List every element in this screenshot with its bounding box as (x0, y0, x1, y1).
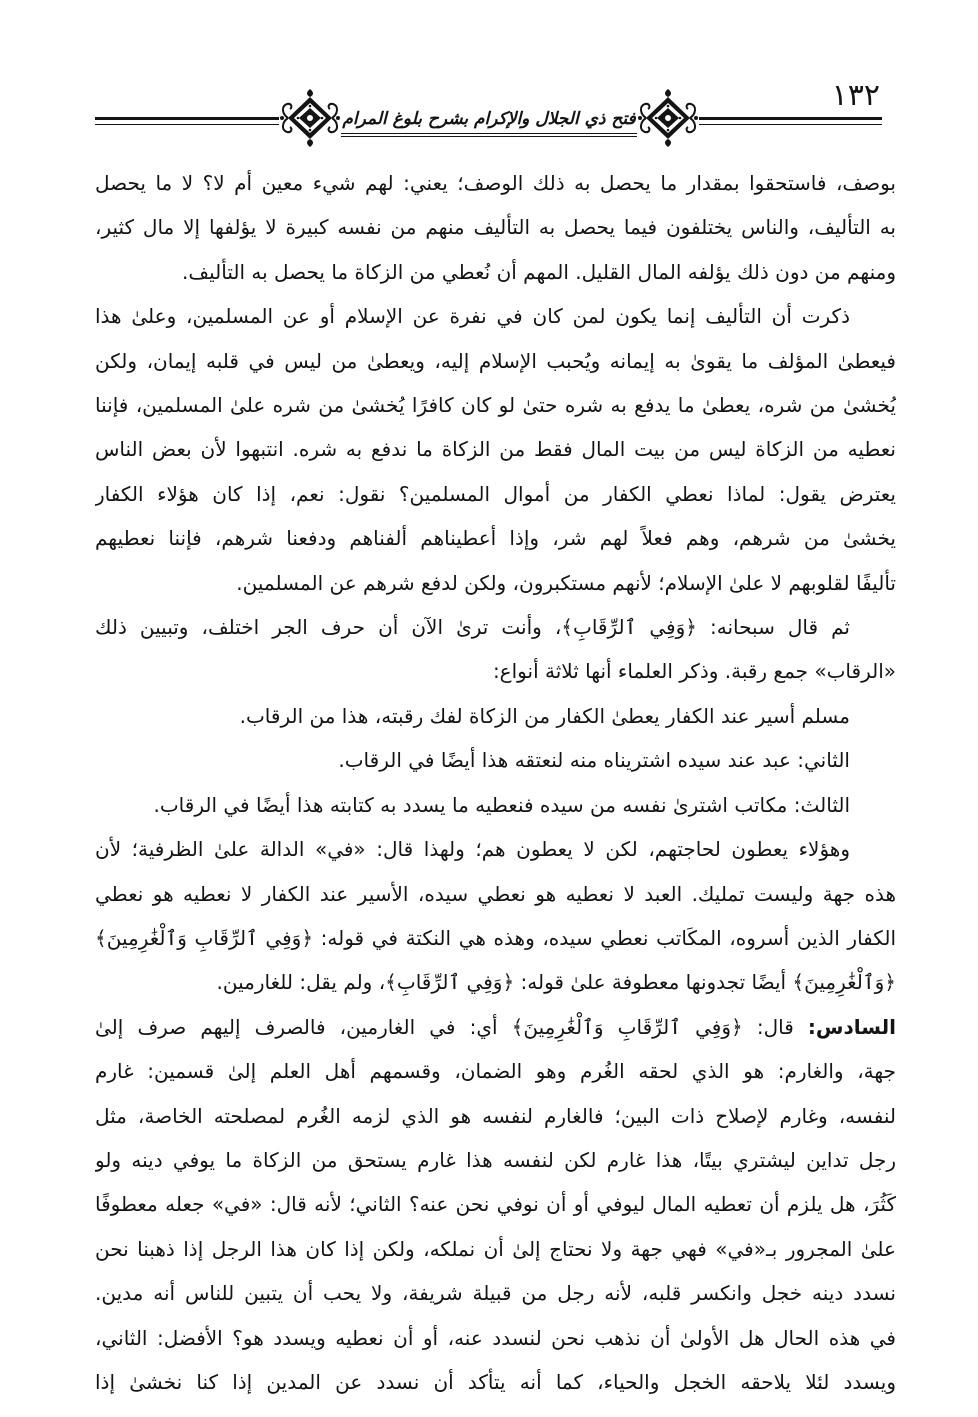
paragraph-first-line: ثم قال سبحانه: ﴿وَفِي ٱلرِّقَابِ﴾، وأنت ترىٰ الآن أن حرف الجر اختلف، وتبيين ذلك (95, 615, 850, 640)
page-number: ١٣٢ (831, 78, 880, 113)
body-text (95, 161, 896, 1411)
text-line: به التأليف، والناس يختلفون فيما يحصل به التأليف منهم من نفسه كبيرة لا يؤلفها إلا مال كثير، (95, 215, 896, 240)
text-line: نعطيه من الزكاة ليس من بيت المال فقط من الزكاة ما ندفع به شره. انتبهوا لأن بعض الناس (95, 437, 896, 462)
section-heading-sixth: السادس: (807, 1014, 896, 1039)
paragraph-first-line: وهؤلاء يعطون لحاجتهم، لكن لا يعطون هم؛ ولهذا قال: «في» الدالة علىٰ الظرفية؛ لأن (95, 837, 850, 862)
list-item-third: الثالث: مكاتب اشترىٰ نفسه من سيده فنعطيه ما يسدد به كتابته هذا أيضًا في الرقاب. (153, 792, 850, 817)
ornament-right-icon (637, 88, 699, 148)
text-line: كَثُرَ، هل يلزم أن تعطيه المال ليوفي أو أن نوفي نحن عنه؟ الثاني؛ لأنه قال: «في» جعله معطوفًا (95, 1192, 896, 1217)
text-line-content: قال: ﴿وَفِي ٱلرِّقَابِ وَٱلْغَٰرِمِينَ﴾ أي: في الغارمين، فالصرف إليهم صرف إلىٰ (95, 1014, 794, 1039)
list-item-first: مسلم أسير عند الكفار يعطىٰ الكفار من الزكاة لفك رقبته، هذا من الرقاب. (239, 703, 850, 728)
text-line: تأليفًا لقلوبهم لا علىٰ الإسلام؛ لأنهم مستكبرون، ولكن لدفع شرهم عن المسلمين. (236, 570, 896, 595)
text-line: علىٰ المجرور بـ«في» فهي جهة ولا نحتاج إلىٰ أن نملكه، ولكن إذا كان هذا الرجل إذا ذهبنا نحن (95, 1236, 896, 1261)
text-line: رجل تداين ليشتري بيتًا، هذا غارم لكن لنفسه هذا غارم يستحق من الزكاة ما يوفي دينه ولو (95, 1147, 896, 1172)
text-line: ويسدد لئلا يلاحقه الخجل والحياء، كما أنه يتأكد أن نسدد عن المدين إذا كنا نخشىٰ إذا (95, 1369, 896, 1394)
text-line: نسدد دينه خجل وانكسر قلبه، لأنه رجل من قبيلة شريفة، ولا يحب أن يتبين للناس أنه مدين. (95, 1281, 896, 1306)
text-line: بوصف، فاستحقوا بمقدار ما يحصل به ذلك الوصف؛ يعني: لهم شيء معين أم لا؟ لا ما يحصل (95, 171, 896, 195)
text-line: يعترض يقول: لماذا نعطي الكفار من أموال المسلمين؟ نقول: نعم، إذا كان هؤلاء الكفار (95, 481, 896, 506)
header-rule-left (95, 117, 281, 125)
text-line: ﴿وَٱلْغَٰرِمِينَ﴾ أيضًا تجدونها معطوفة علىٰ قوله: ﴿وَفِي ٱلرِّقَابِ﴾، ولم يقل: للغارمين. (216, 970, 896, 995)
paragraph-first-line: ذكرت أن التأليف إنما يكون لمن كان في نفرة عن الإسلام أو عن المسلمين، وعلىٰ هذا (95, 304, 850, 329)
text-line: يخشىٰ من شرهم، وهم فعلاً لهم شر، وإذا أعطيناهم ألفناهم ودفعنا شرهم، فإننا نعطيهم (95, 526, 896, 551)
text-line: هذه جهة وليست تمليك. العبد لا نعطيه هو نعطي سيده، الأسير عند الكفار لا نعطيه هو نعطي (95, 881, 896, 906)
text-line: يُخشىٰ من شره، يعطىٰ ما يدفع به شره حتىٰ لو كان كافرًا يُخشىٰ من شره علىٰ المسلمين، فإننا (95, 393, 896, 418)
header-rule-under-title (340, 133, 638, 137)
text-line: لنفسه، وغارم لإصلاح ذات البين؛ فالغارم لنفسه هو الذي لزمه الغُرم لمصلحته الخاصة، مثل (95, 1103, 896, 1128)
text-line: الكفار الذين أسروه، المكَاتب نعطي سيده، وهذه هي النكتة في قوله: ﴿وَفِي ٱلرِّقَابِ وَٱلْغَٰرِمِينَ﴾ (95, 925, 896, 950)
running-title: فتح ذي الجلال والإكرام بشرح بلوغ المرام (342, 109, 636, 129)
text-line: في هذه الحال هل الأولىٰ أن نذهب نحن لنسدد عنه، أو أن نعطيه ويسدد هو؟ الأفضل: الثاني، (95, 1325, 896, 1350)
list-item-second: الثاني: عبد عند سيده اشتريناه منه لنعتقه هذا أيضًا في الرقاب. (338, 748, 850, 773)
text-line: فيعطىٰ المؤلف ما يقوىٰ به إيمانه ويُحبب الإسلام إليه، ويعطىٰ من ليس في قلبه إيمان، ولكن (95, 348, 896, 373)
ornament-left-icon (279, 88, 341, 148)
header-rule-right (698, 117, 882, 125)
text-line: ومنهم من دون ذلك يؤلفه المال القليل. المهم أن نُعطي من الزكاة ما يحصل به التأليف. (182, 259, 896, 284)
text-line: «الرقاب» جمع رقبة. وذكر العلماء أنها ثلاثة أنواع: (492, 659, 896, 684)
text-line: جهة، والغارم: هو الذي لحقه الغُرم وهو الضمان، وقسمهم أهل العلم إلىٰ قسمين: غارم (95, 1059, 896, 1084)
paragraph-first-line (95, 1005, 896, 1049)
